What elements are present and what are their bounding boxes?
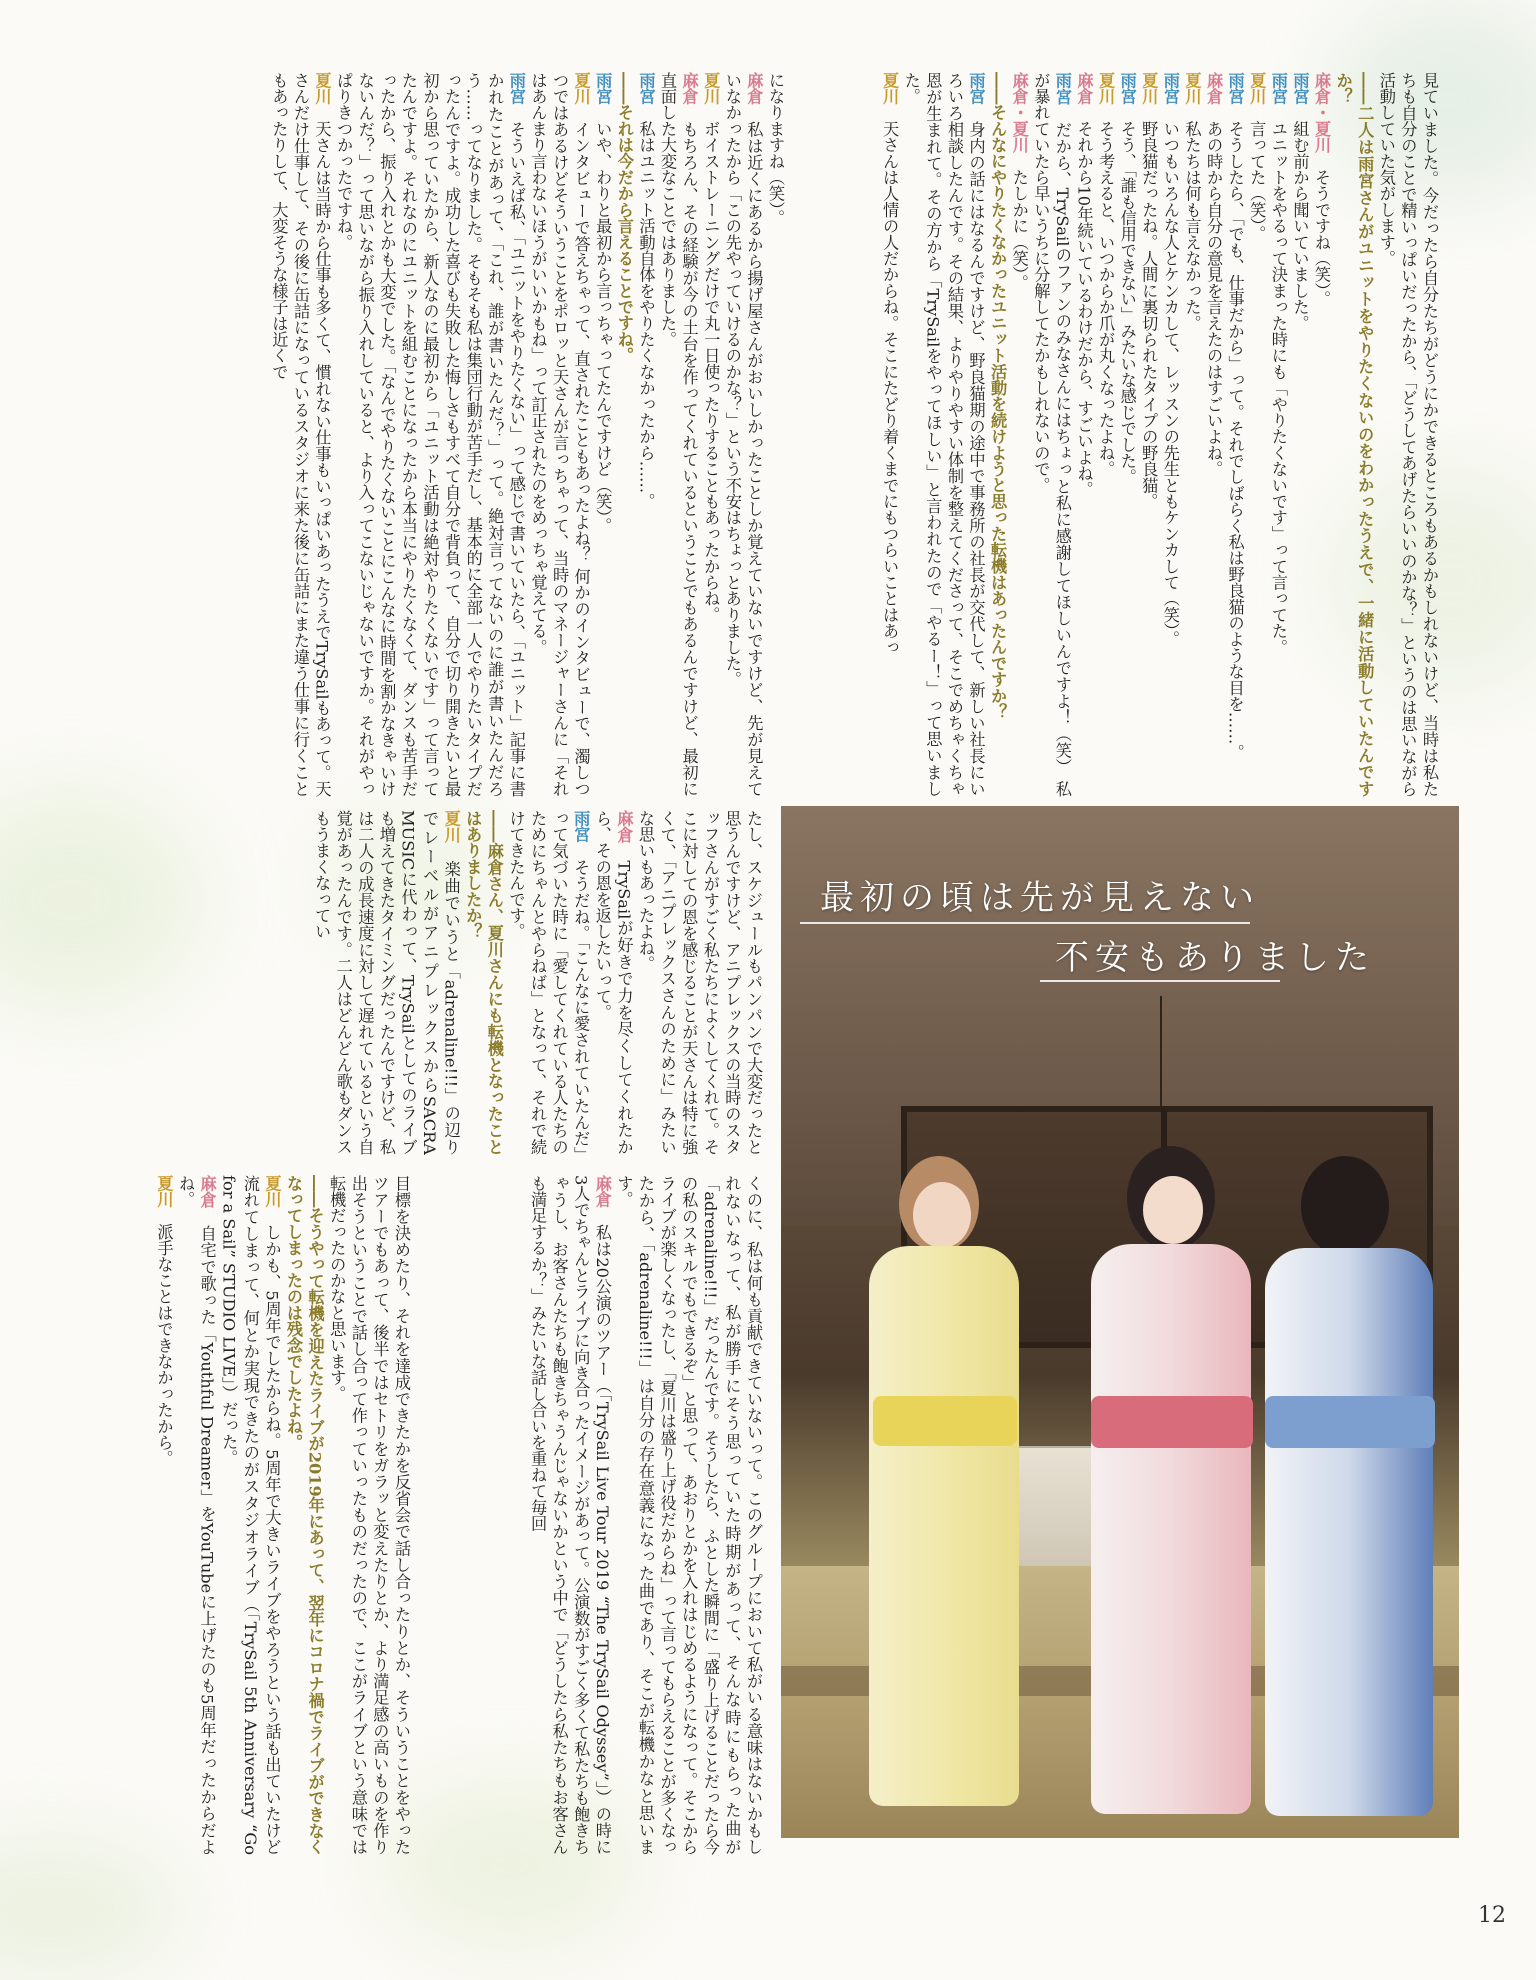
paragraph [656,72,699,797]
paragraph [1181,72,1203,797]
paragraph [268,72,333,797]
speaker-name: 雨宮 [506,72,526,105]
headline-line-1: 最初の頃は先が見えない [820,878,1260,918]
speaker-name: 雨宮 [1052,72,1072,106]
paragraph [764,72,786,797]
paragraph-text: 私たちは何も言えなかった。 [1182,120,1202,332]
paragraph [282,1175,325,1855]
paragraph [218,1175,283,1855]
paragraph-text: 目標を決めたり、それを達成できたかを反省会で話し合ったりとか、そういうことをやったツアーでもあって、後半ではセトリをガラッと変えたりとか、より満足感の高いものを作り出そうということで話し合って作っていったものだったので、ここがライブという意味では転機だったのかなと思います。 [327,1175,411,1855]
paragraph [1267,72,1289,797]
paragraph [634,810,764,1155]
paragraph-text: もちろん、その経験が今の土台を作ってくれているということでもあるんですけど、最初に直面した大変なことではありました。 [658,72,699,797]
paragraph-text: そう考えると、いつからか爪が丸くなったよね。 [1096,120,1116,478]
speaker-name: 雨宮 [1117,72,1137,105]
speaker-name: 麻倉 [592,1175,612,1208]
paragraph-text: 見ていました。今だったら自分たちがどうにかできるところもあるかもしれないけど、当時は私たちも自分のことで精いっぱいだったから、「どうしてあげたらいいのかな？」というのは思いながら活動していた気がします。 [1376,72,1439,797]
paragraph-text: くのに、私は何も貢献できていないって。このグループにおいて私がいる意味はないかもしれないなって、私が勝手にそう思っていた時期があって、そんな時にもらった曲が「adrenaline!!!」だったんです。そうしたら、ふとした瞬間に「盛り上げることだったら今の私のスキルでもできるぞ」と思って、あおりとかを入れはじめるようになって。そこからライブが楽しくなったし、「夏川は盛り上げ役だからね」って言ってもらえることが多くなったから、「adrenaline!!!」は自分の存在意義になった曲であり、そこが転機かなと思います。 [614,1175,763,1855]
interviewer-question: ――そんなにやりたくなかったユニット活動を続けようと思った転機はあったんですか？ [988,72,1008,720]
speaker-name: 夏川 [262,1175,282,1208]
headline-line-2: 不安もありました [1055,938,1375,978]
paragraph [311,810,462,1155]
speaker-name: 雨宮 [636,72,656,105]
paragraph-text: そうしたら、「でも、仕事だから」って。それでしばらく私は野良猫のような目を……。 [1225,120,1245,761]
paragraph [462,810,505,1155]
paragraph [153,1175,175,1855]
paragraph-text: 楽曲でいうと「adrenaline!!!」の辺りでレーベルがアニプレックスからSACRA MUSICに代わって、TrySailとしてのライブも増えてきたタイミングだったんですけど、私は二人の成長速度に対して遅れているという自覚があったんです。二人はどんどん歌もダンスもうまくなってい [312,810,461,1155]
speaker-name: 麻倉 [1204,72,1224,105]
paragraph [1116,72,1138,797]
paragraph [879,72,901,797]
person-red-yukata [1081,1146,1261,1816]
paragraph [1310,72,1332,797]
paragraph-text: 言ってた（笑）。 [1247,120,1267,243]
speaker-name: 夏川 [441,810,461,844]
paragraph-text: たし、スケジュールもパンパンで大変だったと思うんですけど、アニプレックスの当時のスタッフさんがすごく私たちによくしてくれて。そこに対しての恩を感じることが天さんは特に強くて、「アニプレックスさんのために」みたいな思いもあったよね。 [636,810,763,1155]
headline-underline [1040,980,1280,982]
speaker-name: 夏川 [1096,72,1116,105]
speaker-name: 雨宮 [1225,72,1245,105]
paragraph [721,72,764,797]
paragraph [613,72,635,797]
speaker-name: 雨宮 [1290,72,1310,105]
speaker-name: 雨宮 [1160,72,1180,105]
speaker-name: 麻倉 [679,72,699,105]
paragraph [1095,72,1117,797]
paragraph [326,1175,412,1855]
speaker-name: 麻倉 [744,72,764,105]
paragraph-text: 派手なことはできなかったから。 [154,1223,174,1467]
speaker-name: 夏川 [1182,72,1202,105]
text-column-top-right [800,72,1440,797]
paragraph [1159,72,1181,797]
speaker-name: 夏川 [701,72,721,105]
interviewer-question: ――二人は雨宮さんがユニットをやりたくないのをわかったうえで、一緒に活動していたんですか？ [1333,72,1375,797]
paragraph [635,72,657,797]
person-yellow-yukata [859,1156,1029,1816]
speaker-name: 夏川 [571,72,591,105]
speaker-name: 雨宮 [1268,72,1288,105]
paragraph-text: 私は20公演のツアー（「TrySail Live Tour 2019 “The TrySail Odyssey”」）の時に3人でちゃんとライブに向き合ったイメージがあって。公演数がすごく多くて私たちも飽きちゃうし、お客さんたちも飽きちゃうんじゃないかという中で「どうしたら私たちもお客さんも満足するか？」みたいな話し合いを重ねて毎回 [528,1175,612,1855]
paragraph-text: 組む前から聞いていました。 [1290,120,1310,332]
paragraph [700,72,722,797]
paragraph [1289,72,1311,797]
paragraph [527,72,592,797]
text-column-top-left [96,72,786,797]
paragraph [1030,72,1073,797]
paragraph [987,72,1009,797]
paragraph-text: しかも、5周年でしたからね。5周年で大きいライブをやろうという話も出ていたけど流れてしまって、何とか実現できたのがスタジオライブ（「TrySail 5th Anniversary “Go for a Sail” STUDIO LIVE」）だった。 [219,1175,282,1855]
speaker-name: 夏川 [312,72,332,105]
paragraph-text: 私は近くにあるから揚げ屋さんがおいしかったことしか覚えていないですけど、先が見えていなかったから「この先やっていけるのかな？」という不安はちょっとありました。 [722,72,764,797]
paragraph [592,72,614,797]
paragraph [505,810,591,1155]
speaker-name: 麻倉 [1074,72,1094,105]
paragraph-text: TrySailが好きで力を尽くしてくれたから、その恩を返したいって。 [592,810,634,1155]
speaker-name: 麻倉・夏川 [1009,72,1029,153]
paragraph-text: そうだね。「こんなに愛されていたんだ」って気づいた時に「愛してくれている人たちのためにちゃんとやらねば」となって、それで続けてきたんです。 [506,810,591,1155]
speaker-name: 夏川 [154,1175,174,1208]
paragraph-text: いや、わりと最初から言っちゃってたんですけど（笑）。 [593,120,613,534]
paragraph [1073,72,1095,797]
paragraph [591,810,634,1155]
paragraph-text: 身内の話にはなるんですけど、野良猫期の途中で事務所の社長が交代して、新しい社長にいろいろ相談したんです。その結果、よりやりやすい体制を整えてくださって、そこでめちゃくちゃ恩が生まれて。その方から「TrySailをやってほしい」と言われたので「やるー！」って思いました。 [901,72,986,797]
speaker-name: 夏川 [1247,72,1267,105]
person-blue-yukata [1251,1156,1441,1816]
text-column-middle-left [96,810,764,1155]
paragraph-text: それから10年続いているわけだから、すごいよね。 [1074,120,1094,498]
paragraph [1202,72,1224,797]
paragraph-text: たしかに（笑）。 [1009,169,1029,291]
paragraph-text: そういえば私、「ユニットをやりたくない」って感じで書いていたら、「ユニット」記事に書かれたことがあって、「これ、誰が書いたんだ？」って。絶対言ってないのに誰が書いたんだろう……ってなりました。そもそも私は集団行動が苦手だし、基本的に全部一人でやりたいタイプだったんですよ。成功した喜びも失敗した悔しさもすべて自分で背負って、自分で切り開きたいと最初から思っていたから、新人なのに最初から「ユニット活動は絶対やりたくないです」って言ってたんですよ。それなのにユニットを組むことになったから本当にやりたくなくて、ダンスも苦手だったから、振り入れとかも大変でした。「なんでやりたくないことにこんなに時間を割かなきゃいけないんだ？」って思いながら振り入れしていると、より入ってこないじゃないですか。それがやっぱりきつかったですね。 [334,72,526,797]
paragraph-text: そう、「誰も信用できない」みたいな感じでした。 [1117,120,1137,486]
page-number: 12 [1478,1903,1506,1928]
paragraph-text: ユニットをやるって決まった時にも「やりたくないです」って言ってた。 [1268,120,1288,656]
paragraph [1375,72,1440,797]
paragraph [613,1175,764,1855]
paragraph [1224,72,1246,797]
paragraph-text: ボイストレーニングだけで丸一日使ったりすることもあったからね。 [701,120,721,623]
paragraph-text: だから、TrySailのファンのみなさんにはちょっと私に感謝してほしいんですよ！（笑） 私が暴れていたら早いうちに分解してたかもしれないので。 [1031,72,1072,797]
text-column-lower-left-a [422,1175,764,1855]
paragraph [333,72,527,797]
speaker-name: 雨宮 [966,72,986,105]
paragraph-text: あの時から自分の意見を言えたのはすごいよね。 [1204,120,1224,478]
interviewer-question: ――麻倉さん、夏川さんにも転機となったことはありましたか？ [463,810,504,1155]
headline-underline [800,922,1250,924]
paragraph-text: インタビューで答えちゃって、直されたこともあったよね？ 何かのインタビューで、濁しつつではあるけどそういうことをポロッと天さんが言っちゃって、当時のマネージャーさんに「それはあんまり言わないほうがいいかもね」って訂正されたのをめっちゃ覚えてる。 [528,72,591,797]
speaker-name: 麻倉・夏川 [1312,72,1332,153]
paragraph-text: そうですね（笑）。 [1312,169,1332,307]
paragraph [174,1175,217,1855]
watercolor-wash [0,1840,180,1980]
speaker-name: 夏川 [880,72,900,105]
speaker-name: 麻倉 [614,810,634,844]
paragraph [1138,72,1160,797]
speaker-name: 夏川 [1139,72,1159,105]
paragraph [526,1175,612,1855]
speaker-name: 雨宮 [571,810,591,843]
paragraph-text: 天さんは人情の人だからね。そこにたどり着くまでにもつらいことはあっ [880,120,900,656]
paragraph-text: になりますね（笑）。 [766,72,785,226]
speaker-name: 麻倉 [197,1175,217,1209]
paragraph [1332,72,1375,797]
paragraph-text: 私はユニット活動自体をやりたくなかったから……。 [636,120,656,510]
speaker-name: 雨宮 [593,72,613,105]
paragraph [900,72,986,797]
paragraph-text: いつもいろんな人とケンカして、レッスンの先生ともケンカして（笑）。 [1160,120,1180,648]
paragraph [1246,72,1268,797]
paragraph-text: 野良猫だったね。人間に裏切られたタイプの野良猫。 [1139,120,1159,510]
paragraph [1008,72,1030,797]
interviewer-question: ――それは今だから言えることですね。 [614,72,634,364]
text-column-lower-left-b [96,1175,412,1855]
interviewer-question: ――そうやって転機を迎えたライブが2019年にあって、翌年にコロナ禍でライブができなくなってしまったのは残念でしたよね。 [284,1175,325,1855]
paragraph-text: 自宅で歌った「Youthful Dreamer」をYouTubeに上げたのも5周年だったからだよね。 [176,1175,217,1855]
paragraph-text: 天さんは当時から仕事も多くて、慣れない仕事もいっぱいあったうえでTrySailもあって。天さんだけ仕事して、その後に缶詰になっているスタジオに来た後に缶詰にまた違う仕事に行くこともあったりして、大変そうな様子は近くで [269,72,332,797]
